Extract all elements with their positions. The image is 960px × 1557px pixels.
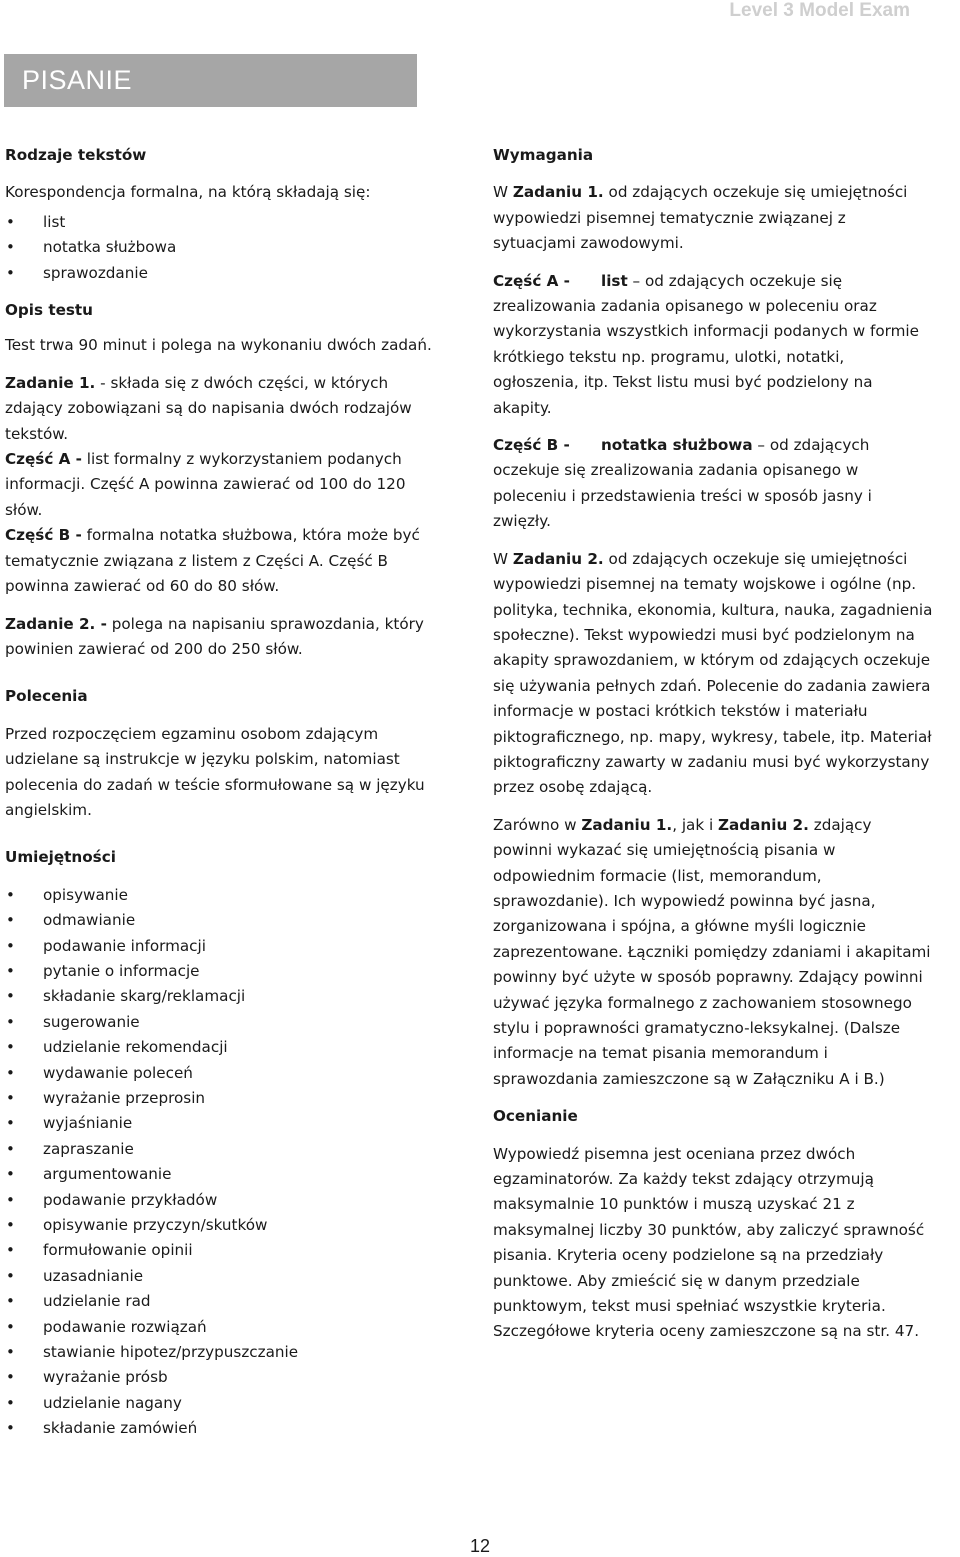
zadanie-2-label: Zadanie 2. - (5, 614, 107, 633)
czesc-b-paragraph (5, 523, 437, 599)
umiejetnosci-list-item: • wyrażanie przeprosin (5, 1086, 437, 1111)
section-title-bar (4, 54, 417, 107)
rodzaje-list (5, 210, 437, 286)
w1-pre: W (493, 183, 513, 202)
umiejetnosci-list-item: • wyrażanie prósb (5, 1365, 437, 1390)
wymagania-zad1-paragraph (493, 180, 933, 256)
umiejetnosci-heading: Umiejętności (5, 848, 116, 867)
w2-pre: W (493, 549, 513, 568)
rodzaje-list-item: • notatka służbowa (5, 235, 437, 260)
exam-header: Level 3 Model Exam (729, 0, 910, 21)
czesc-b-text: formalna notatka służbowa, która może być tematycznie związana z listem z Części A. Część B powinna zawierać od 60 do 80 słów. (5, 526, 420, 596)
czesc-a-text: list formalny z wykorzystaniem podanych informacji. Część A powinna zawierać od 100 do 120 słów. (5, 450, 406, 519)
umiejetnosci-list-item: • pytanie o informacje (5, 959, 437, 984)
umiejetnosci-list-item: • podawanie przykładów (5, 1188, 437, 1213)
both-label-1: Zadaniu 1. (581, 815, 673, 834)
czesc-a-paragraph (5, 447, 437, 523)
umiejetnosci-list-item: • opisywanie przyczyn/skutków (5, 1213, 437, 1238)
umiejetnosci-list-item: • wydawanie poleceń (5, 1061, 437, 1086)
umiejetnosci-list-item: • udzielanie nagany (5, 1391, 437, 1416)
both-tasks-paragraph (493, 813, 933, 1092)
umiejetnosci-list-item: • formułowanie opinii (5, 1238, 437, 1263)
req-czesc-b-text: – od zdających oczekuje się zrealizowania zadania opisanego w poleceniu i przedstawienia treści w sposób jasny i zwięzły. (493, 436, 872, 531)
czesc-b-label: Część B - (5, 526, 82, 545)
zadanie-1-label: Zadanie 1. (5, 373, 96, 392)
opis-text: Test trwa 90 minut i polega na wykonaniu dwóch zadań. (5, 336, 432, 355)
ocenianie-text: Wypowiedź pisemna jest oceniana przez dwóch egzaminatorów. Za każdy tekst zdający otrzymują maksymalnie 10 punktów i muszą uzyskać 21 z maksymalnej liczby 30 punktów, aby zaliczyć sprawność pisania. Kryteria oceny podzielone są na przedziały punktowe. Aby zmieścić się w danym przedziale punktowym, tekst musi spełniać wszystkie kryteria. Szczegółowe kryteria oceny zamieszczone są na str. 47. (493, 1144, 925, 1341)
zadanie-1-text: - składa się z dwóch części, w których zdający zobowiązani są do napisania dwóch rodzajów tekstów. (5, 373, 412, 443)
polecenia-heading: Polecenia (5, 687, 88, 706)
req-czesc-b-label: Część B - (493, 436, 570, 455)
req-czesc-a-text: – od zdających oczekuje się zrealizowania zadania opisanego w poleceniu oraz wykorzystania wszystkich informacji podanych w formie krótkiego tekstu np. programu, ulotki, notatki, ogłoszenia, itp. Tekst listu musi być podzielony na akapity. (493, 271, 919, 417)
zadanie-2-text: polega na napisaniu sprawozdania, który powinien zawierać od 200 do 250 słów. (5, 614, 424, 658)
umiejetnosci-list-item: • składanie zamówień (5, 1416, 437, 1441)
rodzaje-intro: Korespondencja formalna, na którą składają się: (5, 183, 371, 202)
czesc-a-label: Część A - (5, 450, 82, 469)
section-title: PISANIE (22, 65, 133, 95)
umiejetnosci-list-item: • wyjaśnianie (5, 1111, 437, 1136)
umiejetnosci-list-item: • uzasadnianie (5, 1264, 437, 1289)
umiejetnosci-list (5, 883, 437, 1442)
umiejetnosci-list-item: • odmawianie (5, 908, 437, 933)
req-czesc-a-type: list (601, 271, 628, 290)
opis-heading: Opis testu (5, 301, 93, 320)
rodzaje-list-item: • sprawozdanie (5, 261, 437, 286)
req-czesc-b-paragraph (493, 433, 933, 535)
left-column (5, 143, 437, 1442)
umiejetnosci-list-item: • opisywanie (5, 883, 437, 908)
polecenia-text: Przed rozpoczęciem egzaminu osobom zdającym udzielane są instrukcje w języku polskim, natomiast polecenia do zadań w teście sformułowane są w języku angielskim. (5, 724, 425, 819)
umiejetnosci-list-item: • podawanie rozwiązań (5, 1315, 437, 1340)
rodzaje-list-item: • list (5, 210, 437, 235)
umiejetnosci-list-item: • zapraszanie (5, 1137, 437, 1162)
right-column (493, 143, 933, 1345)
w2-text: od zdających oczekuje się umiejętności wypowiedzi pisemnej na tematy wojskowe i ogólne (np. polityka, technika, ekonomia, kultura, nauka, zagadnienia społeczne). Tekst wypowiedzi musi być podzielonym na akapity sprawozdaniem, w którym od zdających oczekuje się używania pełnych zdań. Polecenie do zadania zawiera informacje w postaci krótkich tekstów i materiału piktograficznego, np. mapy, wykresy, tabele, itp. Materiał piktograficzny zawarty w zadaniu musi być wykorzystany przez osobę zdającą. (493, 549, 933, 797)
wymagania-zad2-paragraph (493, 547, 933, 801)
umiejetnosci-list-item: • sugerowanie (5, 1010, 437, 1035)
umiejetnosci-list-item: • udzielanie rad (5, 1289, 437, 1314)
umiejetnosci-list-item: • udzielanie rekomendacji (5, 1035, 437, 1060)
both-label-2: Zadaniu 2. (718, 815, 809, 834)
req-czesc-a-paragraph (493, 269, 933, 421)
req-czesc-a-label: Część A - (493, 271, 570, 290)
req-czesc-b-type: notatka służbowa (601, 436, 753, 455)
rodzaje-heading: Rodzaje tekstów (5, 146, 147, 164)
umiejetnosci-list-item: • argumentowanie (5, 1162, 437, 1187)
umiejetnosci-list-item: • składanie skarg/reklamacji (5, 984, 437, 1009)
w1-label: Zadaniu 1. (512, 183, 604, 202)
umiejetnosci-list-item: • stawianie hipotez/przypuszczanie (5, 1340, 437, 1365)
ocenianie-heading: Ocenianie (493, 1107, 578, 1126)
zadanie-1-paragraph (5, 371, 437, 447)
w1-text: od zdających oczekuje się umiejętności wypowiedzi pisemnej tematycznie związanej z sytuacjami zawodowymi. (493, 183, 908, 253)
page-number: 12 (469, 1536, 491, 1556)
both-text: zdający powinni wykazać się umiejętnością pisania w odpowiednim formacie (list, memorandum, sprawozdanie). Ich wypowiedź powinna być jasna, zorganizowana i spójna, a główne myśli logicznie zaprezentowane. Łączniki pomiędzy zdaniami i akapitami powinny być użyte w sposób poprawny. Zdający powinni używać języka formalnego z zachowaniem stosownego stylu i poprawności gramatyczno-leksykalnej. (Dalsze informacje na temat pisania memorandum i sprawozdania zamieszczone są w Załączniku A i B.) (493, 815, 931, 1088)
both-pre: Zarówno w (493, 815, 582, 834)
wymagania-heading: Wymagania (493, 146, 594, 164)
umiejetnosci-list-item: • podawanie informacji (5, 934, 437, 959)
both-mid: , jak i (672, 815, 719, 834)
zadanie-2-paragraph (5, 612, 437, 663)
w2-label: Zadaniu 2. (512, 549, 604, 568)
